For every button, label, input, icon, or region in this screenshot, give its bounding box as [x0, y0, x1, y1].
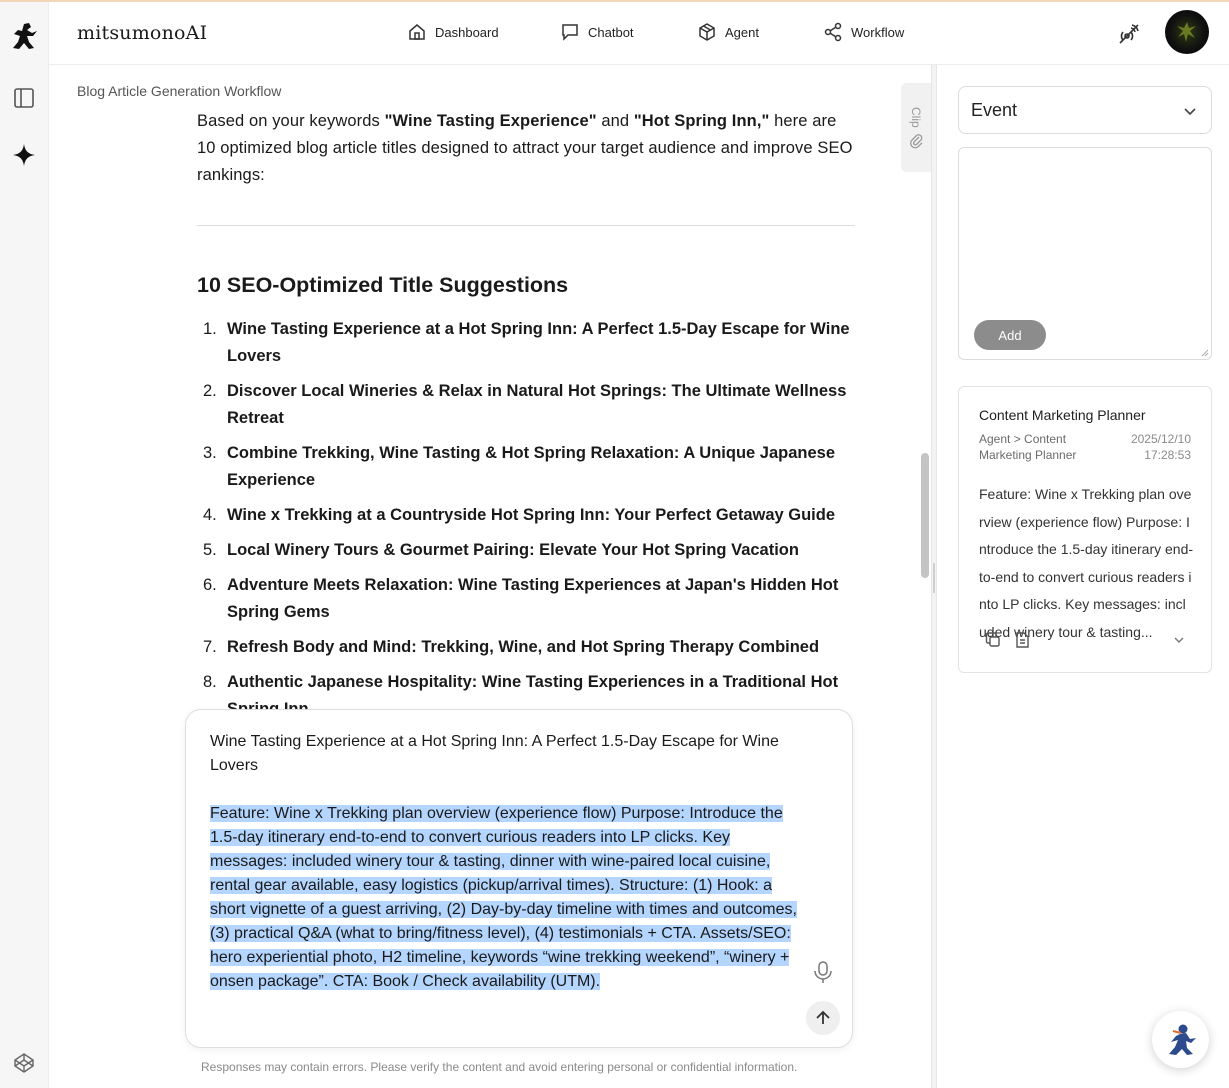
brand-title[interactable]: mitsumonoAI: [77, 22, 208, 44]
home-icon: [407, 22, 427, 42]
keyword-2: "Hot Spring Inn,": [633, 112, 770, 130]
avatar-figure-icon: [1174, 19, 1200, 45]
breadcrumb: Blog Article Generation Workflow: [77, 83, 282, 99]
list-item: [197, 634, 855, 661]
top-header: [49, 2, 1229, 65]
cube-icon: [697, 22, 717, 42]
title-text: Discover Local Wineries & Relax in Natural Hot Springs: The Ultimate Wellness Retreat: [227, 382, 847, 427]
list-number: 6.: [203, 576, 217, 594]
planner-card: [958, 386, 1212, 673]
document-icon[interactable]: [1013, 631, 1031, 649]
chevron-down-icon: [1183, 104, 1197, 118]
title-text: Adventure Meets Relaxation: Wine Tasting Experiences at Japan's Hidden Hot Spring Gems: [227, 576, 839, 621]
content-scrollbar[interactable]: [917, 65, 931, 700]
nav-label: Dashboard: [435, 24, 499, 40]
intro-and: and: [596, 112, 634, 130]
title-text: Local Winery Tours & Gourmet Pairing: Elevate Your Hot Spring Vacation: [227, 541, 799, 559]
chat-icon: [560, 22, 580, 42]
nav-label: Agent: [725, 24, 759, 40]
chevron-down-icon[interactable]: [1170, 631, 1188, 649]
composer-line-1[interactable]: Wine Tasting Experience at a Hot Spring Inn: A Perfect 1.5-Day Escape for Wine Lovers: [210, 733, 779, 774]
clip-label: Clip: [909, 107, 923, 128]
nav-label: Workflow: [851, 24, 905, 40]
add-button[interactable]: Add: [974, 320, 1046, 350]
intro-prefix: Based on your keywords: [197, 112, 385, 130]
list-item: [197, 316, 855, 370]
copy-icon[interactable]: [984, 631, 1002, 649]
disclaimer: Responses may contain errors. Please verify the content and avoid entering personal or confidential information.: [201, 1060, 798, 1074]
title-text: Authentic Japanese Hospitality: Wine Tasting Experiences in a Traditional Hot: [227, 673, 839, 691]
arrow-up-icon: [814, 1009, 832, 1027]
nav-chatbot[interactable]: [560, 22, 634, 42]
sidebar-toggle-icon[interactable]: [10, 84, 38, 112]
card-timestamp: [1131, 431, 1191, 463]
nav-workflow[interactable]: [823, 22, 904, 42]
left-rail: [0, 2, 49, 1088]
nav-agent[interactable]: [697, 22, 759, 42]
resize-handle[interactable]: [933, 563, 935, 593]
selected-text: Feature: Wine x Trekking plan overview (experience flow) Purpose: Introduce the 1.5-day itinerary end-to-end to convert curious readers into LP clicks. Key messages: included winery tour & tasting, dinner with wine-paired local cuisine, rental gear available, easy logistics (pickup/arrival times). Structure: (1) Hook: a short vignette of a guest arriving, (2) Day-by-day timeline with times and outcomes, (3) practical Q&A (what to bring/fitness level), (4) testimonials + CTA. Assets/SEO: hero experiential photo, H2 timeline, keywords “wine trekking weekend”, “winery + onsen package”. CTA: Book / Check availability (UTM).: [210, 805, 797, 990]
composer-selected-text[interactable]: [210, 802, 800, 994]
card-description: Feature: Wine x Trekking plan overview (experience flow) Purpose: Introduce the 1.5-day itinerary end-to-end to convert curious readers into LP clicks. Key messages: included winery tour & tasting...: [979, 486, 1194, 640]
nav-dashboard[interactable]: [407, 22, 499, 42]
list-number: 1.: [203, 320, 217, 338]
card-title: Content Marketing Planner: [979, 407, 1146, 423]
list-number: 8.: [203, 673, 217, 691]
list-item: [197, 572, 855, 626]
ninja-logo-icon[interactable]: [10, 22, 38, 50]
list-number: 4.: [203, 506, 217, 524]
divider: [197, 225, 855, 226]
list-number: 5.: [203, 541, 217, 559]
broadcast-icon[interactable]: [1117, 22, 1141, 46]
keyword-1: "Wine Tasting Experience": [384, 112, 597, 130]
section-heading: 10 SEO-Optimized Title Suggestions: [197, 273, 569, 297]
share-nodes-icon: [823, 22, 843, 42]
sparkle-icon[interactable]: [10, 141, 38, 169]
ninja-mascot-icon: [1163, 1022, 1199, 1058]
resize-grip-icon[interactable]: [1201, 349, 1209, 357]
intro-paragraph: [197, 108, 855, 189]
title-text: Combine Trekking, Wine Tasting & Hot Spring Relaxation: A Unique Japanese Experience: [227, 444, 835, 489]
list-item: [197, 537, 855, 564]
assistant-fab[interactable]: [1152, 1011, 1209, 1068]
card-time: 17:28:53: [1144, 448, 1191, 462]
select-value: Event: [971, 100, 1018, 120]
event-select[interactable]: [958, 86, 1212, 134]
list-number: 3.: [203, 444, 217, 462]
event-textarea[interactable]: [958, 147, 1212, 360]
title-text: Refresh Body and Mind: Trekking, Wine, and Hot Spring Therapy Combined: [227, 638, 820, 656]
microphone-icon[interactable]: [812, 960, 834, 984]
article-content: [197, 108, 855, 700]
card-path: Agent > Content Marketing Planner: [979, 432, 1077, 462]
title-text: Wine Tasting Experience at a Hot Spring Inn: A Perfect 1.5-Day Escape for Wine Lovers: [227, 320, 850, 365]
message-composer[interactable]: [185, 709, 853, 1048]
list-item: [197, 440, 855, 494]
list-item: [197, 378, 855, 432]
title-text: Wine x Trekking at a Countryside Hot Spring Inn: Your Perfect Getaway Guide: [227, 506, 836, 524]
nav-label: Chatbot: [588, 24, 634, 40]
scrollbar-thumb[interactable]: [921, 453, 929, 578]
title-list: [197, 316, 855, 723]
codepen-icon[interactable]: [10, 1049, 38, 1077]
list-item: [197, 502, 855, 529]
send-button[interactable]: [806, 1001, 840, 1035]
intro-suffix: here are 10 optimized blog article titles designed to attract your target audience and improve SEO rankings:: [197, 112, 853, 184]
avatar[interactable]: [1165, 10, 1209, 54]
list-number: 7.: [203, 638, 217, 656]
list-number: 2.: [203, 382, 217, 400]
card-date: 2025/12/10: [1130, 432, 1191, 446]
